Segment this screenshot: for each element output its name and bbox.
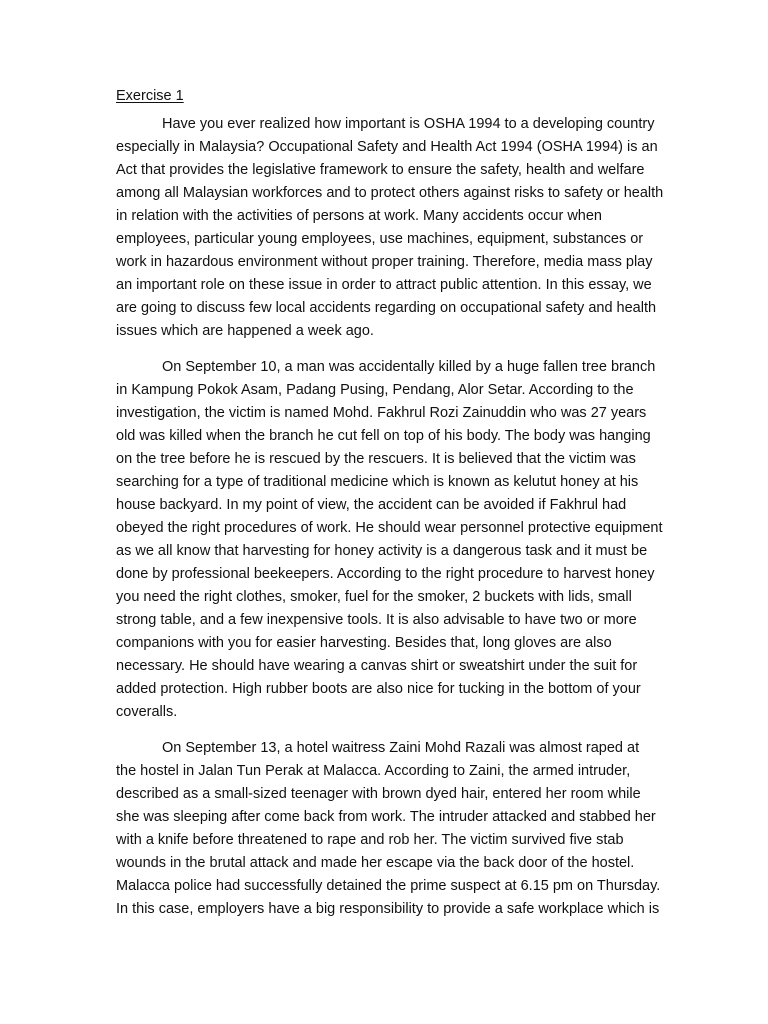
text-line: done by professional beekeepers. According to the right procedure to harvest honey bbox=[116, 566, 655, 582]
text-line: searching for a type of traditional medicine which is known as kelutut honey at his bbox=[116, 474, 639, 490]
text-line: with a knife before threatened to rape and rob her. The victim survived five stab bbox=[116, 832, 624, 848]
text-line: In this case, employers have a big responsibility to provide a safe workplace which is bbox=[116, 901, 660, 917]
text-line: in relation with the activities of persons at work. Many accidents occur when bbox=[116, 208, 602, 224]
text-line: you need the right clothes, smoker, fuel for the smoker, 2 buckets with lids, small bbox=[116, 589, 632, 605]
text-line: coveralls. bbox=[116, 704, 178, 720]
paragraph-osha-intro bbox=[116, 113, 664, 343]
text-line: especially in Malaysia? Occupational Safety and Health Act 1994 (OSHA 1994) is an bbox=[116, 139, 658, 155]
text-line: added protection. High rubber boots are also nice for tucking in the bottom of your bbox=[116, 681, 641, 697]
text-line: work in hazardous environment without proper training. Therefore, media mass play bbox=[116, 254, 653, 270]
text-line: On September 13, a hotel waitress Zaini Mohd Razali was almost raped at bbox=[162, 740, 640, 756]
text-line: necessary. He should have wearing a canvas shirt or sweatshirt under the suit for bbox=[116, 658, 638, 674]
text-line: described as a small-sized teenager with brown dyed hair, entered her room while bbox=[116, 786, 641, 802]
text-line: the hostel in Jalan Tun Perak at Malacca. According to Zaini, the armed intruder, bbox=[116, 763, 631, 779]
text-line: in Kampung Pokok Asam, Padang Pusing, Pendang, Alor Setar. According to the bbox=[116, 382, 634, 398]
text-line: obeyed the right procedures of work. He should wear personnel protective equipment bbox=[116, 520, 663, 536]
text-line: as we all know that harvesting for honey activity is a dangerous task and it must be bbox=[116, 543, 648, 559]
text-line: investigation, the victim is named Mohd. Fakhrul Rozi Zainuddin who was 27 years bbox=[116, 405, 647, 421]
text-line: an important role on these issue in order to attract public attention. In this essay, we bbox=[116, 277, 652, 293]
text-line: house backyard. In my point of view, the accident can be avoided if Fakhrul had bbox=[116, 497, 627, 513]
text-line: Malacca police had successfully detained the prime suspect at 6.15 pm on Thursday. bbox=[116, 878, 661, 894]
exercise-heading: Exercise 1 bbox=[116, 88, 184, 104]
text-line: On September 10, a man was accidentally killed by a huge fallen tree branch bbox=[162, 359, 656, 375]
paragraph-september-13 bbox=[116, 737, 661, 921]
text-line: Have you ever realized how important is OSHA 1994 to a developing country bbox=[162, 116, 655, 132]
text-line: wounds in the brutal attack and made her escape via the back door of the hostel. bbox=[116, 855, 635, 871]
text-line: are going to discuss few local accidents regarding on occupational safety and health bbox=[116, 300, 657, 316]
text-line: Act that provides the legislative framework to ensure the safety, health and welfare bbox=[116, 162, 645, 178]
text-line: strong table, and a few inexpensive tools. It is also advisable to have two or more bbox=[116, 612, 637, 628]
text-line: issues which are happened a week ago. bbox=[116, 323, 374, 339]
text-line: companions with you for easier harvesting. Besides that, long gloves are also bbox=[116, 635, 612, 651]
text-line: among all Malaysian workforces and to protect others against risks to safety or health bbox=[116, 185, 664, 201]
text-line: on the tree before he is rescued by the rescuers. It is believed that the victim was bbox=[116, 451, 636, 467]
text-line: old was killed when the branch he cut fell on top of his body. The body was hanging bbox=[116, 428, 651, 444]
text-line: she was sleeping after come back from work. The intruder attacked and stabbed her bbox=[116, 809, 656, 825]
text-line: employees, particular young employees, use machines, equipment, substances or bbox=[116, 231, 644, 247]
paragraph-september-10 bbox=[116, 356, 663, 724]
